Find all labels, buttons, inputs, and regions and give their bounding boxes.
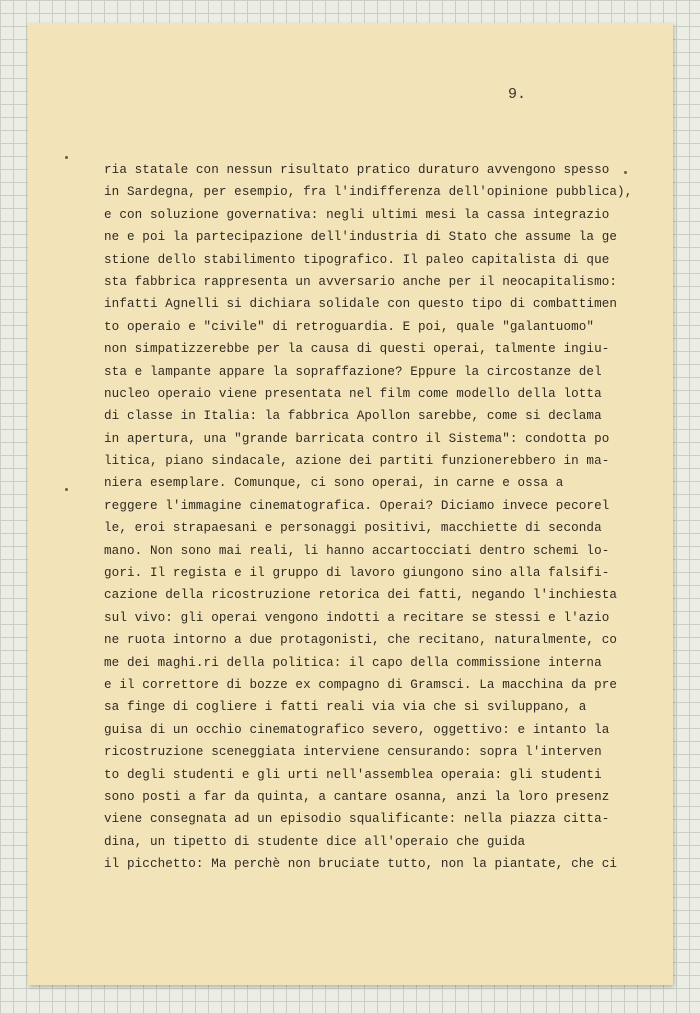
text-line: reggere l'immagine cinematografica. Operai? Diciamo invece pecorel — [104, 498, 610, 513]
document-page — [28, 23, 673, 985]
text-line: viene consegnata ad un episodio squalificante: nella piazza citta- — [104, 812, 610, 827]
text-line: sta fabbrica rappresenta un avversario anche per il neocapitalismo: — [104, 274, 618, 289]
text-line: le, eroi strapaesani e personaggi positivi, macchiette di seconda — [104, 521, 602, 536]
text-line: non simpatizzerebbe per la causa di questi operai, talmente ingiu- — [104, 342, 610, 357]
text-line: guisa di un occhio cinematografico severo, oggettivo: e intanto la — [104, 722, 610, 737]
text-line: ricostruzione sceneggiata interviene censurando: sopra l'interven — [104, 745, 602, 760]
text-line: dina, un tipetto di studente dice all'operaio che guida — [104, 834, 526, 849]
text-line: ria statale con nessun risultato pratico duraturo avvengono spesso — [104, 163, 610, 177]
text-line: sono posti a far da quinta, a cantare osanna, anzi la loro presenz — [104, 789, 610, 804]
text-line: me dei maghi.ri della politica: il capo della commissione interna — [104, 655, 602, 670]
margin-mark — [65, 156, 68, 159]
text-line: in apertura, una "grande barricata contro il Sistema": condotta po — [104, 431, 610, 446]
text-line: stione dello stabilimento tipografico. Il paleo capitalista di que — [104, 252, 610, 267]
text-line: e con soluzione governativa: negli ultimi mesi la cassa integrazio — [104, 207, 610, 222]
text-line: il picchetto: Ma perchè non bruciate tutto, non la piantate, che ci — [104, 857, 618, 872]
text-line: sta e lampante appare la sopraffazione? Eppure la circostanze del — [104, 364, 602, 379]
page-number: 9. — [508, 86, 527, 103]
text-line: infatti Agnelli si dichiara solidale con questo tipo di combattimen — [104, 297, 618, 312]
text-line: mano. Non sono mai reali, li hanno accartocciati dentro schemi lo- — [104, 543, 610, 558]
text-line: nucleo operaio viene presentata nel film come modello della lotta — [104, 386, 602, 401]
text-line: litica, piano sindacale, azione dei partiti funzionerebbero in ma- — [104, 454, 610, 469]
text-line: e il correttore di bozze ex compagno di Gramsci. La macchina da pre — [104, 677, 618, 692]
text-line: sul vivo: gli operai vengono indotti a recitare se stessi e l'azio — [104, 610, 610, 625]
margin-mark — [65, 488, 68, 491]
text-line: in Sardegna, per esempio, fra l'indifferenza dell'opinione pubblica), — [104, 185, 633, 200]
typewritten-body — [104, 159, 664, 876]
text-line: niera esemplare. Comunque, ci sono operai, in carne e ossa a — [104, 476, 564, 491]
text-line: to degli studenti e gli urti nell'assemblea operaia: gli studenti — [104, 767, 602, 782]
text-line: gori. Il regista e il gruppo di lavoro giungono sino alla falsifi- — [104, 566, 610, 581]
text-line: ne ruota intorno a due protagonisti, che recitano, naturalmente, co — [104, 633, 618, 648]
text-line: sa finge di cogliere i fatti reali via via che si sviluppano, a — [104, 700, 587, 715]
text-line: ne e poi la partecipazione dell'industria di Stato che assume la ge — [104, 230, 618, 245]
text-line: cazione della ricostruzione retorica dei fatti, negando l'inchiesta — [104, 588, 618, 603]
text-line: to operaio e "civile" di retroguardia. E poi, quale "galantuomo" — [104, 319, 595, 334]
text-line: di classe in Italia: la fabbrica Apollon sarebbe, come si declama — [104, 409, 602, 424]
